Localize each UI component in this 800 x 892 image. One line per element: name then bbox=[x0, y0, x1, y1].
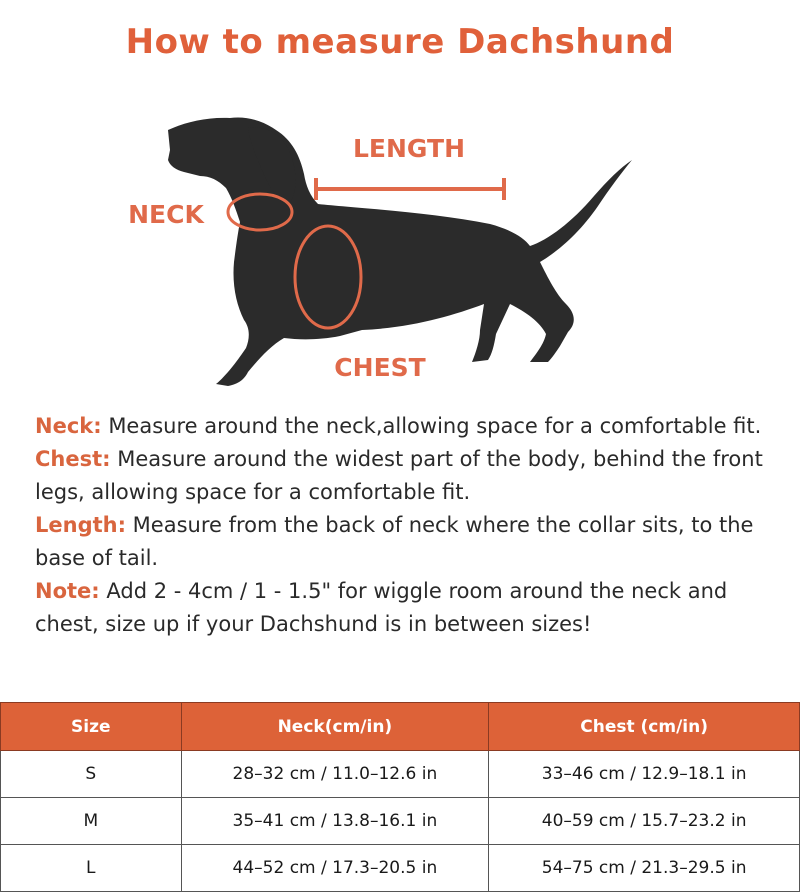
note-label: Note: bbox=[35, 579, 100, 603]
neck-cell: 44–52 cm / 17.3–20.5 in bbox=[181, 845, 489, 892]
column-header-size: Size bbox=[1, 703, 182, 751]
note-text: Measure from the back of neck where the collar sits, to the base of tail. bbox=[35, 513, 754, 570]
neck-cell: 35–41 cm / 13.8–16.1 in bbox=[181, 798, 489, 845]
size-chart-table bbox=[0, 702, 800, 892]
dachshund-measure-diagram bbox=[0, 95, 800, 395]
table-row bbox=[1, 798, 800, 845]
size-cell: L bbox=[1, 845, 182, 892]
table-row bbox=[1, 751, 800, 798]
size-cell: M bbox=[1, 798, 182, 845]
chest-note bbox=[35, 443, 775, 509]
table-header-row bbox=[1, 703, 800, 751]
measurement-instructions bbox=[35, 410, 775, 641]
extra-note bbox=[35, 575, 775, 641]
note-label: Length: bbox=[35, 513, 126, 537]
note-text: Measure around the neck,allowing space for a comfortable fit. bbox=[101, 414, 762, 438]
chest-cell: 40–59 cm / 15.7–23.2 in bbox=[489, 798, 800, 845]
length-note bbox=[35, 509, 775, 575]
chest-cell: 33–46 cm / 12.9–18.1 in bbox=[489, 751, 800, 798]
length-label: LENGTH bbox=[353, 134, 465, 163]
note-label: Neck: bbox=[35, 414, 102, 438]
length-measure-bar bbox=[316, 178, 504, 200]
column-header-chest: Chest (cm/in) bbox=[489, 703, 800, 751]
column-header-neck: Neck(cm/in) bbox=[181, 703, 489, 751]
page-title: How to measure Dachshund bbox=[125, 22, 675, 62]
table-row bbox=[1, 845, 800, 892]
neck-label: NECK bbox=[128, 200, 204, 229]
chest-label: CHEST bbox=[334, 353, 426, 382]
chest-cell: 54–75 cm / 21.3–29.5 in bbox=[489, 845, 800, 892]
note-label: Chest: bbox=[35, 447, 111, 471]
neck-note bbox=[35, 410, 775, 443]
size-cell: S bbox=[1, 751, 182, 798]
note-text: Add 2 - 4cm / 1 - 1.5" for wiggle room around the neck and chest, size up if your Dachshund is in between sizes! bbox=[35, 579, 728, 636]
note-text: Measure around the widest part of the body, behind the front legs, allowing space for a comfortable fit. bbox=[35, 447, 763, 504]
neck-cell: 28–32 cm / 11.0–12.6 in bbox=[181, 751, 489, 798]
